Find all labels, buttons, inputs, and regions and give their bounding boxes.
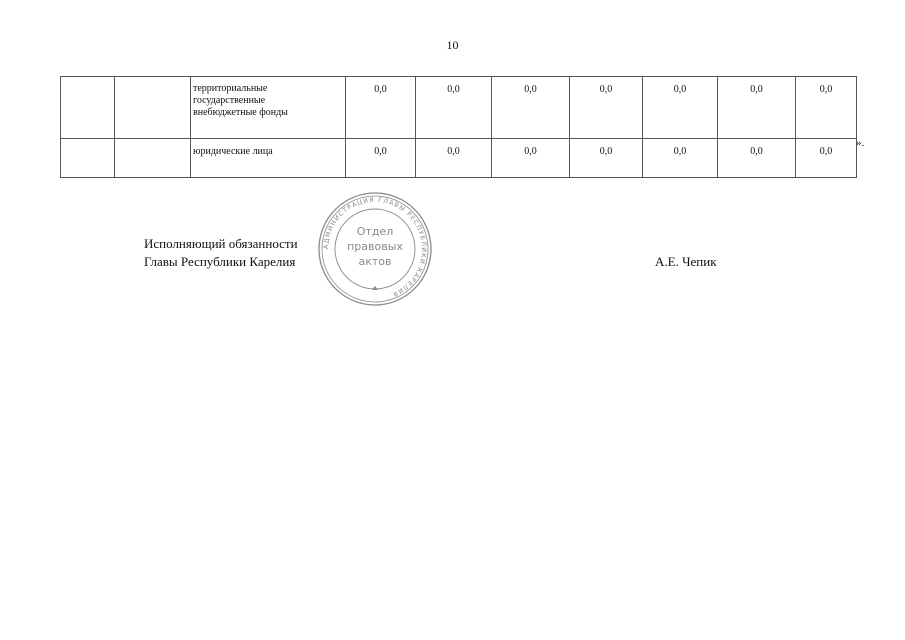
signatory-position: Исполняющий обязанности <box>144 236 298 251</box>
budget-table <box>60 76 857 178</box>
value-text: 0,0 <box>447 84 460 95</box>
value-text: 0,0 <box>524 146 537 157</box>
value-cell <box>718 139 796 178</box>
row-label-line: территориальные <box>193 83 268 94</box>
value-text: 0,0 <box>819 146 833 157</box>
value-cell <box>796 139 857 178</box>
table-cell-empty <box>115 77 191 139</box>
value-text: 0,0 <box>599 146 613 157</box>
table-cell-empty <box>61 139 115 178</box>
value-text: 0,0 <box>673 146 687 157</box>
table-row <box>61 77 857 139</box>
row-label-line: внебюджетные фонды <box>193 107 288 118</box>
table-cell-empty <box>61 77 115 139</box>
row-label-line: государственные <box>193 95 266 106</box>
value-text: 0,0 <box>447 146 460 157</box>
row-label <box>191 77 346 139</box>
value-text: 0,0 <box>819 84 833 95</box>
value-cell <box>796 77 857 139</box>
page-number: 10 <box>446 38 459 52</box>
value-text: 0,0 <box>750 146 763 157</box>
closing-quote-mark: ». <box>856 137 865 149</box>
value-cell <box>416 77 492 139</box>
stamp-inner-line: актов <box>358 255 392 268</box>
value-text: 0,0 <box>374 84 387 95</box>
value-cell <box>416 139 492 178</box>
value-cell <box>570 77 643 139</box>
value-text: 0,0 <box>673 84 687 95</box>
table-cell-empty <box>115 139 191 178</box>
value-cell <box>718 77 796 139</box>
value-cell <box>492 77 570 139</box>
value-cell <box>346 77 416 139</box>
value-cell <box>643 77 718 139</box>
value-text: 0,0 <box>524 84 537 95</box>
stamp-outer-text: АДМИНИСТРАЦИЯ ГЛАВЫ РЕСПУБЛИКИ КАРЕЛИЯ <box>322 196 428 298</box>
official-stamp <box>315 192 435 306</box>
signatory-organization: Главы Республики Карелия <box>144 254 296 269</box>
table-row <box>61 139 857 178</box>
signatory-name: А.Е. Чепик <box>655 254 717 269</box>
value-cell <box>492 139 570 178</box>
value-cell <box>643 139 718 178</box>
row-label: юридические лица <box>191 139 346 178</box>
value-cell <box>570 139 643 178</box>
value-text: 0,0 <box>374 146 387 157</box>
value-cell <box>346 139 416 178</box>
value-text: 0,0 <box>599 84 613 95</box>
stamp-seal-icon <box>315 192 435 306</box>
stamp-inner-line: правовых <box>347 240 403 253</box>
stamp-inner-line: Отдел <box>356 225 394 238</box>
value-text: 0,0 <box>750 84 763 95</box>
